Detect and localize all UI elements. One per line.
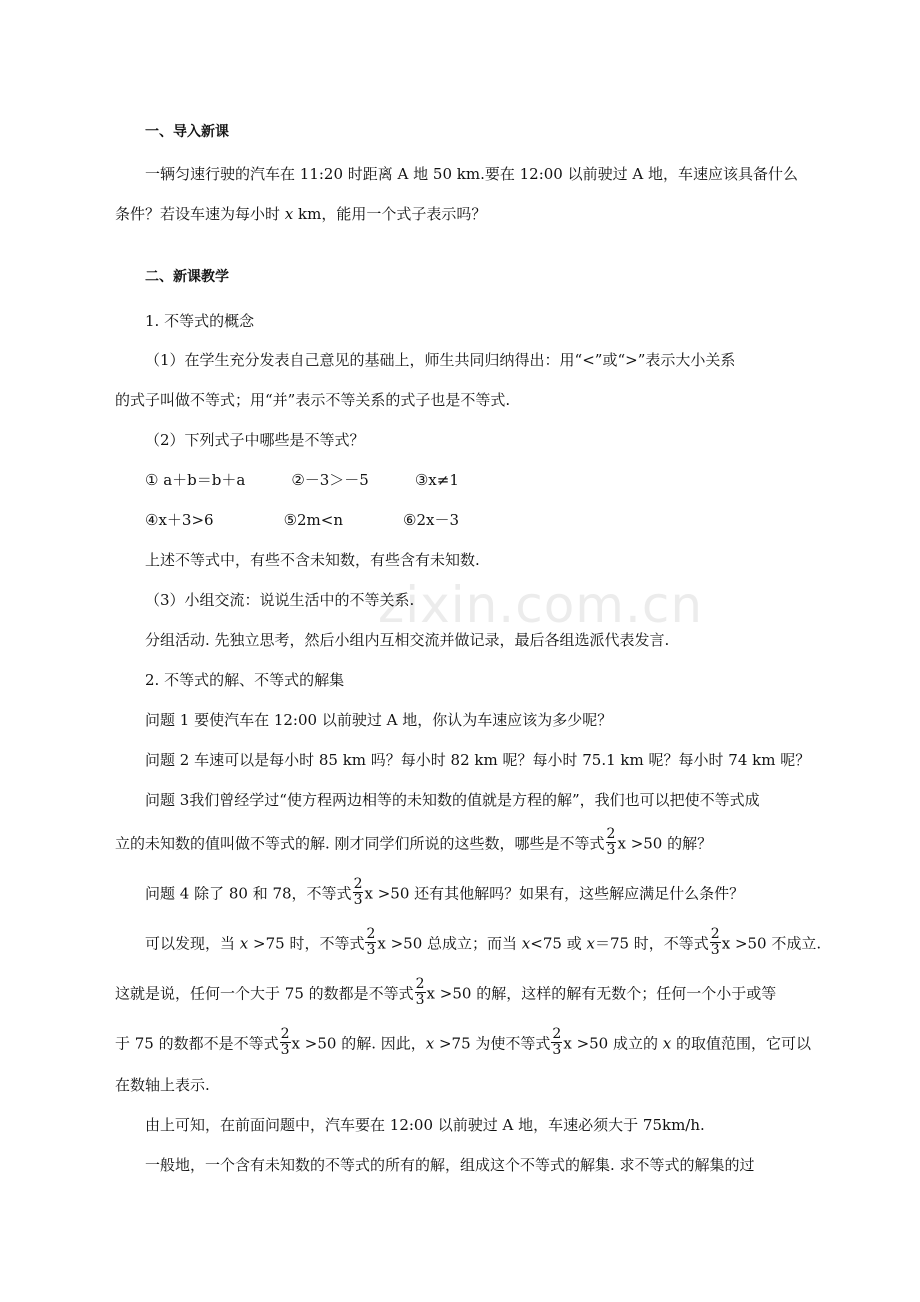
- expression-1: ① a＋b＝b＋a: [145, 471, 246, 489]
- paragraph-6: 由上可知，在前面问题中，汽车要在 12:00 以前驶过 A 地，车速必须大于 75km/h.: [145, 1116, 705, 1134]
- fraction-two-thirds: $\frac{2}{3}$: [415, 976, 425, 1008]
- watermark-text: zixin.com.cn: [378, 576, 704, 634]
- fraction-two-thirds: $\frac{2}{3}$: [710, 926, 720, 958]
- paragraph-5: 分组活动. 先独立思考，然后小组内互相交流并做记录，最后各组选派代表发言.: [145, 631, 670, 649]
- expression-4: ④x＋3>6: [145, 511, 214, 529]
- expression-6: ⑥2x－3: [403, 511, 460, 529]
- question-2: 问题 2 车速可以是每小时 85 km 吗？每小时 82 km 呢？每小时 75.1 km 呢？每小时 74 km 呢？: [145, 751, 811, 769]
- section-2-title: 二、新课教学: [145, 269, 229, 285]
- question-1: 问题 1 要使汽车在 12:00 以前驶过 A 地，你认为车速应该为多少呢？: [145, 711, 613, 729]
- expression-row-1: [145, 469, 459, 491]
- result-line-3: 于 75 的数都不是不等式 $\frac{2}{3}$ x >50 的解. 因此，x >75 为使不等式 $\frac{2}{3}$ x >50 成立的 x 的取值范围，它可以: [115, 1026, 812, 1058]
- result-line-4: 在数轴上表示.: [115, 1076, 210, 1094]
- paragraph-3: 上述不等式中，有些不含未知数，有些含有未知数.: [145, 551, 480, 569]
- intro-paragraph-line-2: 条件？若设车速为每小时 x km，能用一个式子表示吗？: [115, 205, 487, 223]
- question-4: 问题 4 除了 80 和 78，不等式 $\frac{2}{3}$ x >50 还有其他解吗？如果有，这些解应满足什么条件？: [145, 876, 745, 908]
- fraction-two-thirds: $\frac{2}{3}$: [353, 876, 363, 908]
- question-3-line-1: 问题 3我们曾经学过“使方程两边相等的未知数的值就是方程的解”，我们也可以把使不等式成: [145, 791, 760, 809]
- question-3-line-2: 立的未知数的值叫做不等式的解. 刚才同学们所说的这些数，哪些是不等式 $\frac{2}{3}$ x >50 的解？: [115, 826, 713, 858]
- fraction-two-thirds: $\frac{2}{3}$: [280, 1026, 290, 1058]
- fraction-two-thirds: $\frac{2}{3}$: [606, 826, 616, 858]
- paragraph-2: （2）下列式子中哪些是不等式？: [145, 431, 365, 449]
- subsection-1-title: 1. 不等式的概念: [145, 312, 255, 330]
- fraction-two-thirds: $\frac{2}{3}$: [552, 1026, 562, 1058]
- expression-3: ③x≠1: [414, 471, 459, 489]
- subsection-2-title: 2. 不等式的解、不等式的解集: [145, 671, 345, 689]
- expression-row-2: [145, 509, 459, 531]
- paragraph-7: 一般地，一个含有未知数的不等式的所有的解，组成这个不等式的解集. 求不等式的解集的过: [145, 1156, 755, 1174]
- fraction-two-thirds: $\frac{2}{3}$: [366, 926, 376, 958]
- paragraph-1-line-1: （1）在学生充分发表自己意见的基础上，师生共同归纳得出：用“<”或“>”表示大小关系: [145, 351, 736, 369]
- result-line-2: 这就是说，任何一个大于 75 的数都是不等式 $\frac{2}{3}$ x >50 的解，这样的解有无数个；任何一个小于或等: [115, 976, 777, 1008]
- expression-2: ②－3＞－5: [291, 471, 369, 489]
- section-1-title: 一、导入新课: [145, 124, 229, 140]
- intro-paragraph-line-1: 一辆匀速行驶的汽车在 11:20 时距离 A 地 50 km.要在 12:00 以前驶过 A 地，车速应该具备什么: [145, 165, 798, 183]
- expression-5: ⑤2m<n: [283, 511, 344, 529]
- paragraph-1-line-2: 的式子叫做不等式；用“并”表示不等关系的式子也是不等式.: [115, 391, 511, 409]
- result-line-1: 可以发现，当 x >75 时，不等式 $\frac{2}{3}$ x >50 总成立；而当 x<75 或 x＝75 时，不等式 $\frac{2}{3}$ x >50 不成立.: [145, 926, 822, 958]
- paragraph-4: （3）小组交流：说说生活中的不等关系.: [145, 591, 415, 609]
